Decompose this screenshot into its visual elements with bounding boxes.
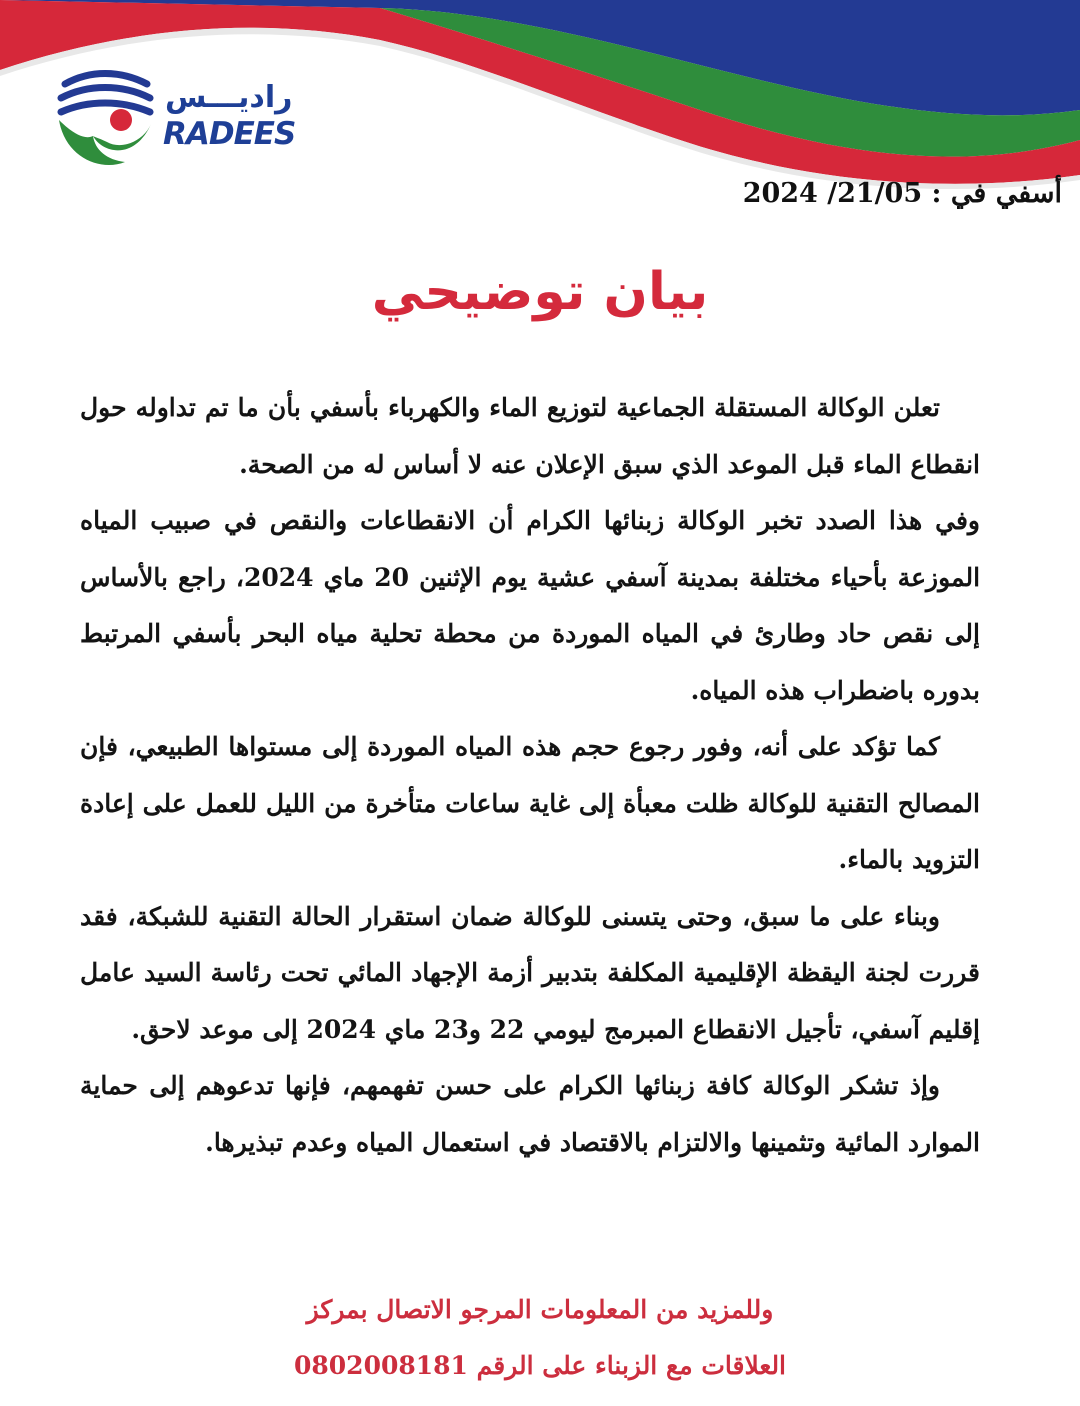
radees-logo [55,62,295,172]
paragraph: وبناء على ما سبق، وحتى يتسنى للوكالة ضمان استقرار الحالة التقنية للشبكة، فقد قررت لجنة اليقظة الإقليمية المكلفة بتدبير أزمة الإجهاد المائي تحت رئاسة السيد عامل إقليم آسفي، تأجيل الانقطاع المبرمج ليومي 22 و23 ماي 2024 إلى موعد لاحق. [80,901,980,1044]
paragraph: تعلن الوكالة المستقلة الجماعية لتوزيع الماء والكهرباء بأسفي بأن ما تم تداوله حول انقطاع الماء قبل الموعد الذي سبق الإعلان عنه لا أساس له من الصحة. [80,393,980,479]
logo-arabic-text: راديـــس [165,80,293,115]
statement-body [80,380,980,1171]
contact-line: العلاقات مع الزبناء على الرقم 0802008181 [293,1351,787,1380]
paragraph: وإذ تشكر الوكالة كافة زبنائها الكرام على حسن تفهمهم، فإنها تدعوهم إلى حماية الموارد المائية وتثمينها والالتزام بالاقتصاد في استعمال المياه وعدم تبذيرها. [80,1071,980,1157]
contact-note [0,1282,1080,1394]
paragraph: كما تؤكد على أنه، وفور رجوع حجم هذه المياه الموردة إلى مستواها الطبيعي، فإن المصالح التقنية للوكالة ظلت معبأة إلى غاية ساعات متأخرة من الليل للعمل على إعادة التزويد بالماء. [80,732,980,874]
radees-emblem-icon [55,62,155,172]
date-line: أسفي في : 21/05/ 2024 [742,178,1062,209]
contact-line: وللمزيد من المعلومات المرجو الاتصال بمركز [306,1295,774,1324]
page-title: بيان توضيحي [371,262,709,322]
paragraph: وفي هذا الصدد تخبر الوكالة زبنائها الكرام أن الانقطاعات والنقص في صبيب المياه الموزعة بأحياء مختلفة بمدينة آسفي عشية يوم الإثنين 20 ماي 2024، راجع بالأساس إلى نقص حاد وطارئ في المياه الموردة من محطة تحلية مياه البحر بأسفي المرتبط بدوره باضطراب هذه المياه. [80,506,981,705]
logo-latin-text: RADEES [163,116,296,152]
